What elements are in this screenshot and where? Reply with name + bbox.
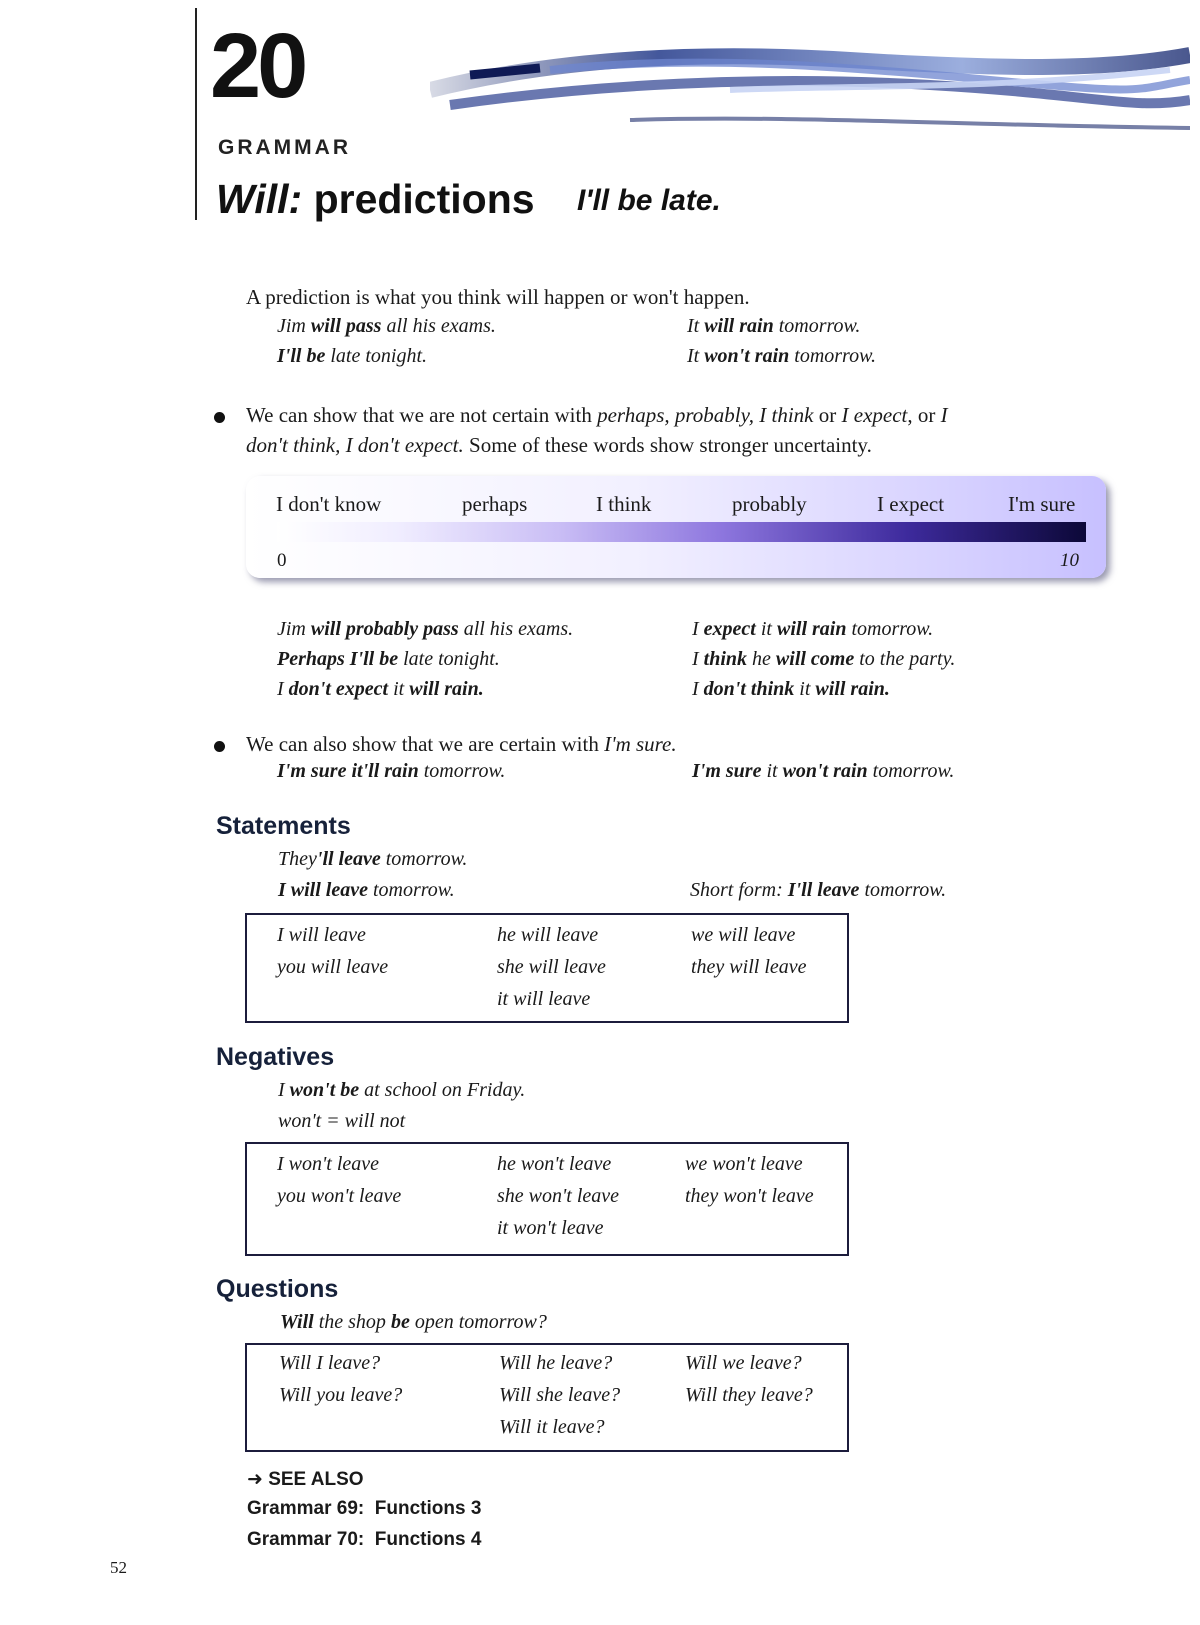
table-cell: Will I leave? — [279, 1352, 381, 1374]
bullet — [214, 741, 225, 752]
table-cell: I won't leave — [277, 1153, 380, 1175]
scale-label: I think — [596, 492, 652, 516]
table-cell: Will he leave? — [499, 1352, 613, 1374]
uncertainty-line-2: don't think, I don't expect. Some of these words show stronger uncertainty. — [246, 433, 872, 457]
table-cell: she will leave — [497, 956, 606, 978]
scale-min: 0 — [277, 550, 287, 571]
example-sentence: Perhaps I'll be late tonight. — [277, 648, 500, 670]
example-sentence: I don't expect it will rain. — [277, 678, 484, 700]
decorative-swoosh — [430, 30, 1190, 150]
title-rest: predictions — [302, 176, 535, 222]
example-sentence: I'm sure it won't rain tomorrow. — [692, 760, 955, 782]
table-cell: it will leave — [497, 988, 591, 1010]
example-sentence: It will rain tomorrow. — [687, 315, 861, 337]
example-sentence: I will leave tomorrow. — [278, 879, 455, 901]
scale-label: I don't know — [276, 492, 382, 516]
certainty-text: We can also show that we are certain with I'm sure. — [246, 732, 677, 756]
example-sentence: I'll be late tonight. — [277, 345, 428, 367]
scale-label: I'm sure — [1008, 492, 1076, 516]
table-cell: Will she leave? — [499, 1384, 621, 1406]
unit-number: 20 — [210, 15, 305, 117]
table-cell: it won't leave — [497, 1217, 604, 1239]
example-sentence: Jim will probably pass all his exams. — [277, 618, 574, 640]
table-cell: they will leave — [691, 956, 807, 978]
table-cell: Will it leave? — [499, 1416, 605, 1438]
table-cell: you will leave — [277, 956, 389, 978]
table-cell: Will we leave? — [685, 1352, 802, 1374]
table-cell: you won't leave — [277, 1185, 402, 1207]
page-number: 52 — [110, 1558, 127, 1577]
section-label: GRAMMAR — [218, 136, 351, 159]
example-sentence: Will the shop be open tomorrow? — [280, 1311, 547, 1333]
example-sentence: It won't rain tomorrow. — [687, 345, 876, 367]
short-form-note: Short form: I'll leave tomorrow. — [690, 879, 947, 901]
certainty-gradient-bar — [277, 522, 1086, 542]
conjugation-table-questions — [245, 1343, 849, 1452]
example-sentence: I'm sure it'll rain tomorrow. — [277, 760, 506, 782]
scale-label: I expect — [877, 492, 945, 516]
intro-text: A prediction is what you think will happen or won't happen. — [246, 285, 750, 309]
scale-label: probably — [732, 492, 807, 516]
bullet — [214, 412, 225, 423]
section-heading-questions: Questions — [216, 1275, 339, 1303]
header-rule — [195, 8, 197, 220]
section-heading-negatives: Negatives — [216, 1043, 335, 1071]
scale-max: 10 — [1060, 550, 1079, 571]
table-cell: we will leave — [691, 924, 796, 946]
table-cell: I will leave — [277, 924, 366, 946]
title-will: Will: — [216, 176, 303, 222]
arrow-right-icon: ➜ — [247, 1469, 263, 1490]
page-subtitle: I'll be late. — [577, 184, 721, 217]
conjugation-table-negatives — [245, 1142, 849, 1256]
example-sentence: Jim will pass all his exams. — [277, 315, 496, 337]
cross-reference[interactable]: Grammar 70: Functions 4 — [247, 1529, 482, 1550]
table-cell: she won't leave — [497, 1185, 620, 1207]
section-heading-statements: Statements — [216, 812, 351, 840]
scale-label: perhaps — [462, 492, 528, 516]
table-cell: he will leave — [497, 924, 599, 946]
example-sentence: I expect it will rain tomorrow. — [692, 618, 934, 640]
uncertainty-line-1: We can show that we are not certain with perhaps, probably, I think or I expect, or I — [246, 403, 948, 427]
table-cell: they won't leave — [685, 1185, 814, 1207]
cross-reference[interactable]: Grammar 69: Functions 3 — [247, 1498, 482, 1519]
table-cell: Will you leave? — [279, 1384, 403, 1406]
see-also — [247, 1468, 364, 1491]
example-sentence: I think he will come to the party. — [692, 648, 956, 670]
example-sentence: They'll leave tomorrow. — [278, 848, 468, 870]
table-cell: he won't leave — [497, 1153, 612, 1175]
see-also-label: SEE ALSO — [268, 1469, 364, 1490]
page-title — [216, 176, 535, 223]
table-cell: Will they leave? — [685, 1384, 813, 1406]
table-cell: we won't leave — [685, 1153, 803, 1175]
example-sentence: won't = will not — [278, 1110, 406, 1132]
conjugation-table-statements — [245, 913, 849, 1023]
example-sentence: I don't think it will rain. — [692, 678, 890, 700]
example-sentence: I won't be at school on Friday. — [278, 1079, 526, 1101]
